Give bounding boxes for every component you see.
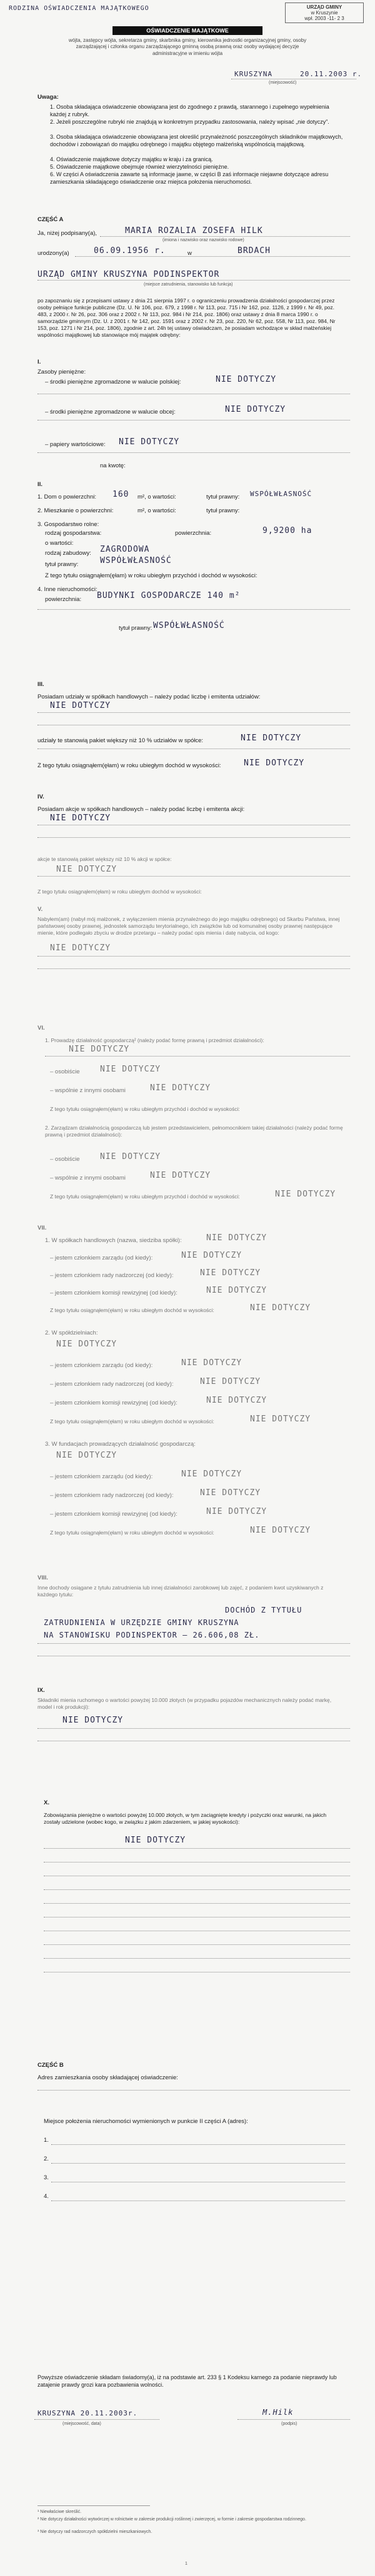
shares-income-value: NIE DOTYCZY [244,758,305,768]
address-label: Adres zamieszkania osoby składającej oświadczenie: [38,2074,178,2081]
closing-statement: Powyższe oświadczenie składam świadomy(a), iż na podstawie art. 233 § 1 Kodeksu karnego za podanie nieprawdy lub zatajenie prawdy grozi kara pozbawienia wolności. [38,2374,337,2388]
coops-value: NIE DOTYCZY [56,1340,118,1349]
foreign-value: NIE DOTYCZY [225,405,286,414]
coops-label: 2. W spółdzielniach: [45,1330,98,1336]
audit-value-3: NIE DOTYCZY [206,1507,268,1516]
stocks-pct-value: NIE DOTYCZY [56,865,118,874]
uwaga-item: 5. Oświadczenie majątkowe obejmuje również wierzytelności pieniężne. [50,164,229,170]
rule [38,837,350,838]
audit-label-2: – jestem członkiem komisji rewizyjnej (od kiedy): [50,1400,178,1406]
liabilities-value: NIE DOTYCZY [125,1836,186,1845]
section-2-number: II. [38,481,42,488]
audit-label: – jestem członkiem komisji rewizyjnej (od kiedy): [50,1290,178,1296]
house-area: 160 [112,490,129,499]
workplace-hint: (miejsce zatrudnienia, stanowisko lub funkcja) [144,282,233,287]
audit-value: NIE DOTYCZY [206,1286,268,1295]
board-value-3: NIE DOTYCZY [181,1470,242,1479]
section-5-number: V. [38,906,43,913]
stamp-line-3: wpł. 2003 -11- 2 3 [304,16,344,21]
law-text: po zapoznaniu się z przepisami ustawy z dnia 21 sierpnia 1997 r. o ograniczeniu prowadzenia działalności gospodarczej przez osoby pełniące funkcje publiczne (Dz. U. Nr 106, poz. 679, z 1998 r. Nr 113, poz. 715 i Nr 162, poz. 1126, z 1999 r. Nr 49, poz. 483, z 2000 r. Nr 26, poz. 306 oraz z 2002 r. Nr 113, poz. 984 i Nr 214, poz. 1806) oraz ustawy z dnia 8 marca 1990 r. o samorządzie gminnym (Dz. U. z 2001 r. Nr 142, poz. 1591 oraz z 2002 r. Nr 23, poz. 220, Nr 62, poz. 558, Nr 113, poz. 984, Nr 153, poz. 1271 i Nr 214, poz. 1806), zgodnie z art. 24h tej ustawy oświadczam, że posiadam wchodzące w skład małżeńskiej wspólności majątkowej lub stanowiące mój majątek odrębny: [38,297,336,339]
title-label: tytuł prawny: [206,494,240,500]
amount-label: na kwotę: [100,462,126,469]
rule [38,452,350,453]
footnote: ³ Nie dotyczy rad nadzorczych spółdzielni mieszkaniowych. [38,2530,152,2534]
uwaga-item: 4. Oświadczenie majątkowe dotyczy majątku w kraju i za granicą. [50,156,213,162]
companies-income: Z tego tytułu osiągnąłem(ęłam) w roku ubiegłym dochód w wysokości: [50,1307,214,1313]
stamp-line-2: w Kruszynie [311,10,338,16]
foreign-label: – środki pieniężne zgromadzone w walucie obcej: [45,409,176,415]
footnote: ² Nie dotyczy działalności wytwórczej w rolnictwie w zakresie produkcji roślinnej i zwierzęcej, w formie i zakresie gospodarstwa rodzinnego. [38,2517,306,2522]
business-income: Z tego tytułu osiągnąłem(ęłam) w roku ubiegłym przychód i dochód w wysokości: [50,1106,240,1112]
joint-label: – wspólnie z innymi osobami [50,1087,126,1094]
other-income-line-2: ZATRUDNIENIA W URZĘDZIE GMINY KRUSZYNA [44,1618,239,1627]
manage-income-value: NIE DOTYCZY [275,1190,336,1199]
securities-value: NIE DOTYCZY [119,437,180,447]
other-label: 4. Inne nieruchomości: [38,586,98,593]
buildings-value: ZAGRODOWA [100,545,150,554]
board-label: – jestem członkiem zarządu (od kiedy): [50,1255,153,1261]
other-title: WSPÓŁWŁASNOŚĆ [153,621,225,630]
location-item: 1. [44,2137,49,2144]
personal-value-2: NIE DOTYCZY [100,1152,161,1161]
name-line [100,236,350,237]
rule [34,2419,159,2420]
section-3-number: III. [38,681,44,688]
name-value: MARIA ROZALIA ZOSEFA HILK [125,226,263,236]
personal-label-2: – osobiście [50,1156,80,1163]
part-b-title: CZĘŚĆ B [38,2062,64,2069]
stocks-text: Posiadam akcje w spółkach handlowych – należy podać liczbę i emitenta akcji: [38,806,245,813]
board-value-2: NIE DOTYCZY [181,1358,242,1368]
farm-income: Z tego tytułu osiągnąłem(ęłam) w roku ubiegłym przychód i dochód w wysokości: [45,572,258,579]
handwritten-header: RODZINA OŚWIADCZENIA MAJĄTKOWEGO [9,5,149,12]
uwaga-item: 1. Osoba składająca oświadczenie obowiązana jest do zgodnego z prawdą, starannego i zupełnego wypełnienia każdej z rubryk. [50,104,329,117]
shares-value: NIE DOTYCZY [50,701,111,710]
shares-income-label: Z tego tytułu osiągnąłem(ęłam) w roku ubiegłym dochód w wysokości: [38,762,221,769]
born-line [75,256,350,257]
rule [38,748,350,749]
uwaga-title: Uwaga: [38,94,59,101]
stocks-value: NIE DOTYCZY [50,813,111,823]
other-income-text: Inne dochody osiągane z tytułu zatrudnienia lub innej działalności zarobkowej lub zajęć, z podaniem kwot uzyskiwanych z każdego tytułu: [38,1584,324,1598]
place-caption: (miejscowość) [269,81,297,85]
footnote: ¹ Niewłaściwe skreślić. [38,2510,82,2514]
footnote-divider [38,2505,150,2506]
location-item: 3. [44,2174,49,2181]
supervisory-label-2: – jestem członkiem rady nadzorczej (od kiedy): [50,1381,174,1388]
other-title-label: tytuł prawny: [119,625,152,632]
other-area-label: powierzchnia: [45,596,82,603]
farm-type-label: rodzaj gospodarstwa: [45,530,102,537]
farm-title: WSPÓŁWŁASNOŚĆ [100,556,172,565]
shares-text: Posiadam udziały w spółkach handlowych – należy podać liczbę i emitenta udziałów: [38,694,261,700]
closing-place-date: KRUSZYNA 20.11.2003r. [38,2409,138,2417]
rule [44,1848,350,1849]
workplace-line [38,280,350,281]
other-value: BUDYNKI GOSPODARCZE 140 m² [97,591,241,600]
born-label: urodzony(a) [38,250,69,257]
born-date: 06.09.1956 r. [94,246,166,256]
board-value: NIE DOTYCZY [181,1251,242,1260]
supervisory-value: NIE DOTYCZY [200,1268,261,1278]
rule [51,2163,345,2164]
house-unit: m², o wartości: [138,494,176,500]
flat-unit: m², o wartości: [138,507,176,514]
uwaga-item: 6. W części A oświadczenia zawarte są informacje jawne, w części B zaś informacje niejawne dotyczące adresu zamieszkania składającego oświadczenie oraz miejsca położenia nieruchomości. [50,171,329,185]
uwaga-item: 2. Jeżeli poszczególne rubryki nie znajdują w konkretnym przypadku zastosowania, należy wpisać „nie dotyczy”. [50,119,329,125]
foundations-label: 3. W fundacjach prowadzących działalność gospodarczą: [45,1441,196,1448]
title-label: tytuł prawny: [206,507,240,514]
ja-label: Ja, niżej podpisany(a), [38,230,98,237]
rule [38,876,350,877]
rule [44,1944,350,1945]
manage-label: 2. Zarządzam działalnością gospodarczą lub jestem przedstawicielem, pełnomocnikiem takiej działalności (należy podać formę prawną i przedmiot działalności): [45,1125,343,1138]
rule [44,1889,350,1890]
born-place: BRDACH [238,246,271,256]
workplace-value: URZĄD GMINY KRUSZYNA PODINSPEKTOR [38,270,220,279]
shares-pct-label: udziały te stanowią pakiet większy niż 10 % udziałów w spółce: [38,737,204,744]
business-label: 1. Prowadzę działalność gospodarczą² (należy podać formę prawną i przedmiot działalności): [45,1037,264,1043]
personal-value: NIE DOTYCZY [100,1065,161,1074]
location-item: 4. [44,2193,49,2200]
personal-label: – osobiście [50,1068,80,1075]
joint-label-2: – wspólnie z innymi osobami [50,1175,126,1181]
coops-income: Z tego tytułu osiągnąłem(ęłam) w roku ubiegłym dochód w wysokości: [50,1418,214,1425]
section-8-number: VIII. [38,1574,48,1581]
foundations-income: Z tego tytułu osiągnąłem(ęłam) w roku ubiegłym dochód w wysokości: [50,1529,214,1536]
document-subtitle: wójta, zastępcy wójta, sekretarza gminy, skarbnika gminy, kierownika jednostki organizacyjnej gminy, osoby zarządzającej i członka organu zarządzającego gminną osobą prawną oraz osoby wydającej decyzje administracyjne w imieniu wójta [68,37,307,56]
signature-caption: (podpis) [281,2422,298,2426]
rule [44,1903,350,1904]
buildings-label: rodzaj zabudowy: [45,550,91,557]
rule [44,1958,350,1959]
received-stamp [285,2,364,23]
rule [38,2090,350,2091]
section-10-number: X. [44,1799,49,1806]
farm-area-label: powierzchnia: [175,530,212,537]
audit-value-2: NIE DOTYCZY [206,1396,268,1405]
rule [45,1056,350,1057]
house-title: WSPÓŁWŁASNOŚĆ [250,490,312,498]
coops-income-value: NIE DOTYCZY [250,1415,311,1424]
funds-label: Zasoby pieniężne: [38,369,86,375]
signature: M.Hilk [262,2408,294,2417]
section-4-number: IV. [38,793,44,800]
pln-value: NIE DOTYCZY [216,375,277,384]
business-value: NIE DOTYCZY [69,1045,130,1054]
companies-label: 1. W spółkach handlowych (nazwa, siedziba spółki): [45,1237,182,1244]
pln-label: – środki pieniężne zgromadzone w walucie polskiej: [45,379,181,385]
rule [38,956,350,957]
joint-value: NIE DOTYCZY [150,1083,211,1093]
supervisory-value-3: NIE DOTYCZY [200,1488,261,1498]
born-in-label: w [188,250,192,257]
other-income-line-1: DOCHÓD Z TYTUŁU [225,1606,302,1614]
rule [38,609,350,610]
movables-text: Składniki mienia ruchomego o wartości powyżej 10.000 złotych (w przypadku pojazdów mechanicznych należy podać markę, model i rok produkcji): [38,1697,332,1711]
section-1-number: I. [38,359,41,366]
property-value: NIE DOTYCZY [50,943,111,953]
rule [38,1643,350,1644]
farm-label: 3. Gospodarstwo rolne: [38,521,99,528]
flat-label: 2. Mieszkanie o powierzchni: [38,507,114,514]
foundations-income-value: NIE DOTYCZY [250,1526,311,1535]
rule [38,1728,350,1729]
rule [38,968,350,969]
foundations-value: NIE DOTYCZY [56,1451,118,1460]
manage-income: Z tego tytułu osiągnąłem(ęłam) w roku ubiegłym przychód i dochód w wysokości: [50,1193,240,1200]
location-item: 2. [44,2156,49,2162]
place-header: KRUSZYNA [234,70,272,78]
farm-value-label: o wartości: [45,540,74,547]
closing-place-caption: (miejscowość, data) [62,2422,101,2426]
farm-area: 9,9200 ha [262,526,312,535]
stocks-income-label: Z tego tytułu osiągnąłem(ęłam) w roku ubiegłym dochód w wysokości: [38,888,202,895]
property-text: Nabyłem(am) (nabył mój małżonek, z wyłączeniem mienia przynależnego do jego majątku odrębnego) od Skarbu Państwa, innej państwowej osoby prawnej, jednostek samorządu terytorialnego, ich związków lub od komunalnej osoby prawnej następujące mienie, które podlegało zbyciu w drodze przetargu – należy podać opis mienia i datę nabycia, od kogo: [38,916,340,937]
section-9-number: IX. [38,1687,45,1694]
section-6-number: VI. [38,1025,45,1032]
rule [38,712,350,713]
name-hint: (imiona i nazwisko oraz nazwisko rodowe) [162,238,244,242]
other-income-line-3: NA STANOWISKU PODINSPEKTOR – 26.606,08 ZŁ. [44,1631,260,1639]
liabilities-text: Zobowiązania pieniężne o wartości powyżej 10.000 złotych, w tym zaciągnięte kredyty i pożyczki oraz warunki, na jakich zostały udzielone (wobec kogo, w związku z jakim zdarzeniem, w jakiej wysokości): [44,1812,327,1826]
audit-label-3: – jestem członkiem komisji rewizyjnej (od kiedy): [50,1511,178,1518]
supervisory-value-2: NIE DOTYCZY [200,1377,261,1386]
document-title: OŚWIADCZENIE MAJĄTKOWE [112,26,262,35]
board-label-2: – jestem członkiem zarządu (od kiedy): [50,1362,153,1369]
board-label-3: – jestem członkiem zarządu (od kiedy): [50,1473,153,1480]
part-a-title: CZĘŚĆ A [38,216,64,223]
joint-value-2: NIE DOTYCZY [150,1171,211,1180]
house-label: 1. Dom o powierzchni: [38,494,96,500]
page-number: 1 [185,2562,188,2566]
supervisory-label: – jestem członkiem rady nadzorczej (od kiedy): [50,1272,174,1279]
farm-title-label: tytuł prawny: [45,561,79,568]
securities-label: – papiery wartościowe: [45,441,106,448]
rule [238,2419,350,2420]
movables-value: NIE DOTYCZY [62,1716,124,1725]
date-header: 20.11.2003 r. [300,70,362,78]
section-7-number: VII. [38,1225,47,1231]
companies-income-value: NIE DOTYCZY [250,1303,311,1313]
companies-value: NIE DOTYCZY [206,1233,268,1243]
stamp-line-1: URZĄD GMINY [306,4,342,10]
property-location-label: Miejsce położenia nieruchomości wymienionych w punkcie II części A (adres): [44,2118,248,2125]
shares-pct-value: NIE DOTYCZY [241,734,302,743]
supervisory-label-3: – jestem członkiem rady nadzorczej (od kiedy): [50,1492,174,1499]
uwaga-item: 3. Osoba składająca oświadczenie obowiązana jest określić przynależność poszczególnych składników majątkowych, dochodów i zobowiązań do majątku odrębnego i majątku objętego małżeńską wspólnością majątkową. [50,134,343,147]
rule [51,2144,345,2145]
stocks-pct-label: akcje te stanowią pakiet większy niż 10 % akcji w spółce: [38,856,172,862]
